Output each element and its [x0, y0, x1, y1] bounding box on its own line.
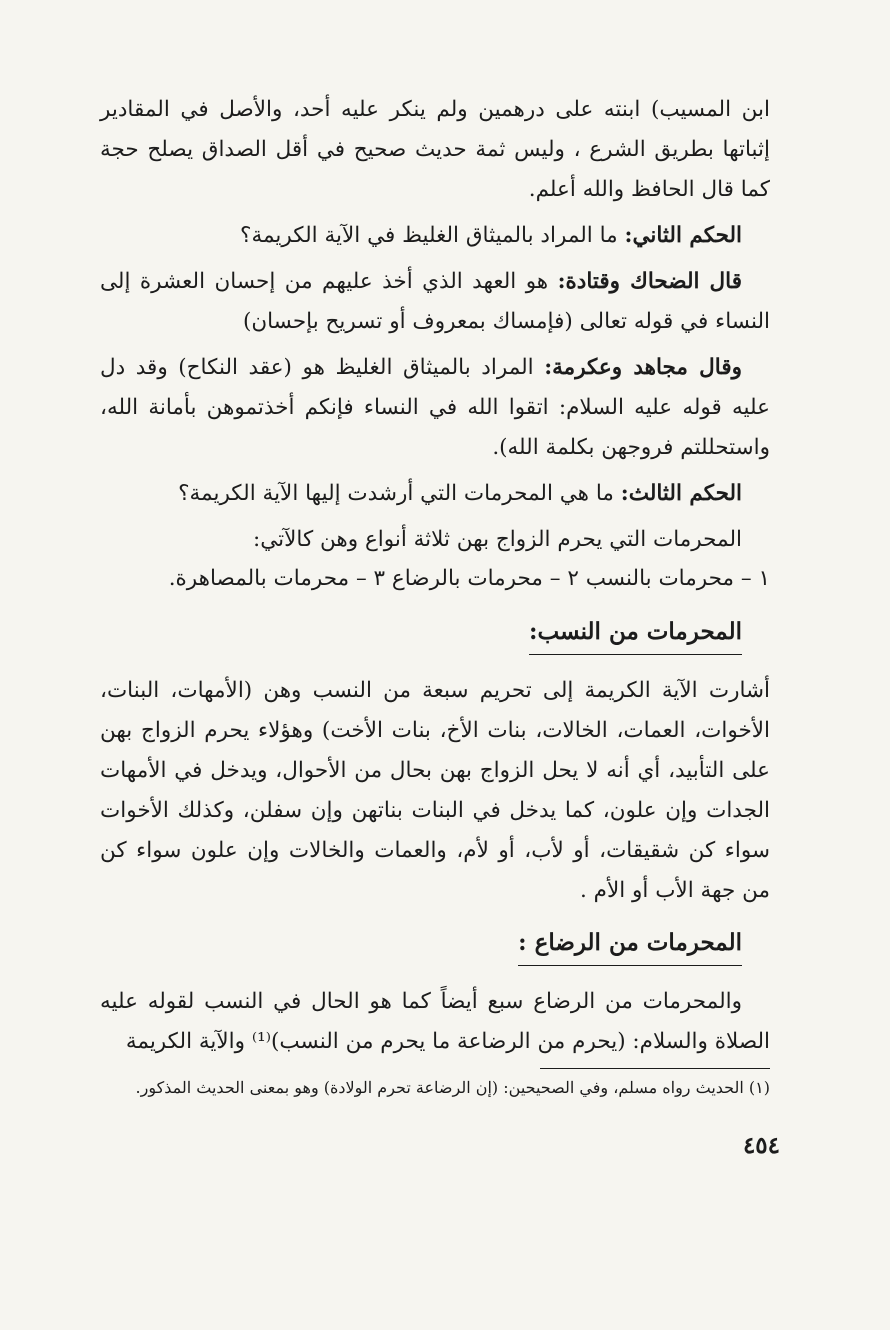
prohibited-types-intro: المحرمات التي يحرم الزواج بهن ثلاثة أنواع وهن كالآتي: [253, 527, 742, 552]
dahhak-text: هو العهد الذي أخذ عليهم من إحسان العشرة إلى النساء في قوله تعالى (فإمساك بمعروف أو تسريح بإحسان) [100, 269, 770, 334]
mujahid-label: وقال مجاهد وعكرمة: [544, 355, 742, 380]
page-body [100, 90, 770, 1290]
section-kinship-text: أشارت الآية الكريمة إلى تحريم سبعة من النسب وهن (الأمهات، البنات، الأخوات، العمات، الخالات، بنات الأخ، بنات الأخت) وهؤلاء يحرم الزواج بهن على التأبيد، أي أنه لا يحل الزواج بهن بحال من الأحوال، ويدخل في الأمهات الجدات وإن علون، كما يدخل في البنات بناتهن وإن سفلن، وكذلك الأخوات سواء كن شقيقات، أو لأب، أو لأم، والعمات والخالات وإن علون سواء كن من جهة الأب أو الأم . [100, 678, 770, 903]
ruling-two-label: الحكم الثاني: [624, 223, 742, 248]
section-kinship-heading: المحرمات من النسب: [529, 612, 742, 655]
ruling-two-text: ما المراد بالميثاق الغليظ في الآية الكريمة؟ [240, 223, 625, 248]
section-kinship-heading-wrap [100, 606, 770, 665]
section-nursing-heading: المحرمات من الرضاع : [518, 923, 742, 966]
mujahid-text: المراد بالميثاق الغليظ هو (عقد النكاح) وقد دل عليه قوله عليه السلام: اتقوا الله في النساء فإنكم أخذتموهن بأمانة الله، واستحللتم فروجهن بكلمة الله). [100, 355, 770, 460]
footnote: (١) الحديث رواه مسلم، وفي الصحيحين: (إن الرضاعة تحرم الولادة) وهو بمعنى الحديث المذكور. [135, 1078, 770, 1097]
paragraph-intro: ابن المسيب) ابنته على درهمين ولم ينكر عليه أحد، والأصل في المقادير إثباتها بطريق الشرع ، وليس ثمة حديث صحيح في أقل الصداق يصلح حجة كما قال الحافظ والله أعلم. [100, 97, 770, 202]
paragraph-dahhak [100, 262, 770, 342]
ruling-three-text: ما هي المحرمات التي أرشدت إليها الآية الكريمة؟ [178, 481, 621, 506]
ruling-three [100, 474, 770, 514]
footnote-divider [540, 1068, 770, 1069]
section-nursing-heading-wrap [100, 917, 770, 976]
ruling-two [100, 216, 770, 256]
section-nursing-text: والمحرمات من الرضاع سبع أيضاً كما هو الحال في النسب لقوله عليه الصلاة والسلام: (يحرم من الرضاعة ما يحرم من النسب)⁽¹⁾ والآية الكريمة [100, 989, 770, 1054]
prohibited-types-list: ١ – محرمات بالنسب ٢ – محرمات بالرضاع ٣ – محرمات بالمصاهرة. [168, 566, 770, 591]
ruling-three-label: الحكم الثالث: [620, 481, 742, 506]
paragraph-mujahid [100, 348, 770, 468]
page-number: ٤٥٤ [742, 1132, 780, 1159]
dahhak-label: قال الضحاك وقتادة: [557, 269, 743, 294]
